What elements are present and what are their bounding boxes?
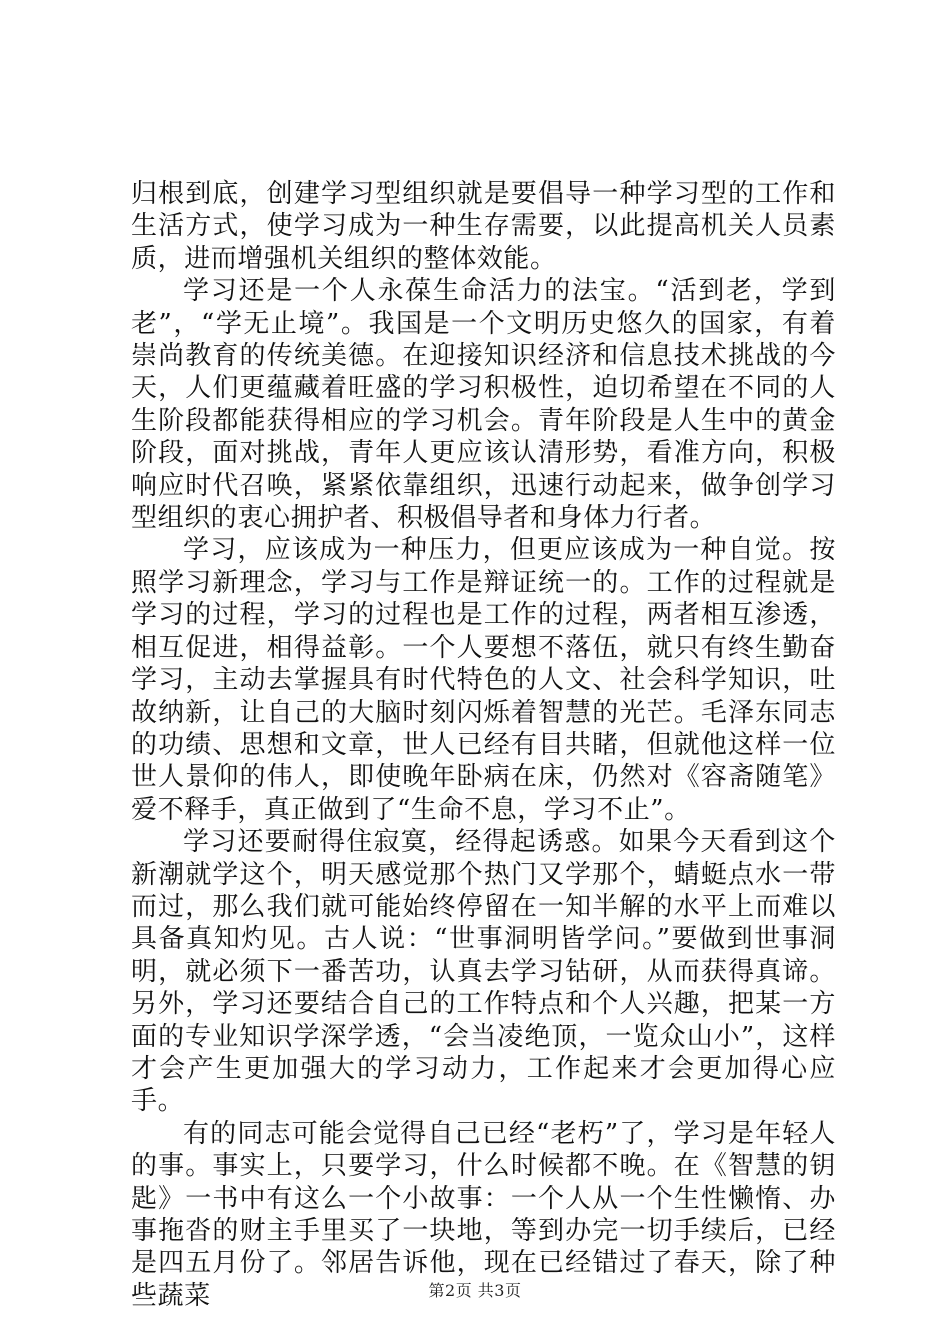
paragraph-2: 学习还是一个人永葆生命活力的法宝。“活到老，学到老”，“学无止境”。我国是一个文明历史悠久的国家，有着崇尚教育的传统美德。在迎接知识经济和信息技术挑战的今天，人们更蕴藏着旺盛的学习积极性，迫切希望在不同的人生阶段都能获得相应的学习机会。青年阶段是人生中的黄金阶段，面对挑战，青年人更应该认清形势，看准方向，积极响应时代召唤，紧紧依靠组织，迅速行动起来，做争创学习型组织的衷心拥护者、积极倡导者和身体力行者。: [131, 276, 836, 534]
page-number-footer: 第2页 共3页: [428, 1281, 522, 1300]
paragraph-5: 有的同志可能会觉得自己已经“老朽”了，学习是年轻人的事。事实上，只要学习，什么时候都不晚。在《智慧的钥匙》一书中有这么一个小故事：一个人从一个生性懒惰、办事拖沓的财主手里买了一块地，等到办完一切手续后，已经是四五月份了。邻居告诉他，现在已经错过了春天，除了种些蔬菜: [131, 1118, 836, 1311]
paragraph-3: 学习，应该成为一种压力，但更应该成为一种自觉。按照学习新理念，学习与工作是辩证统一的。工作的过程就是学习的过程，学习的过程也是工作的过程，两者相互渗透，相互促进，相得益彰。一个人要想不落伍，就只有终生勤奋学习，主动去掌握具有时代特色的人文、社会科学知识，吐故纳新，让自己的大脑时刻闪烁着智慧的光芒。毛泽东同志的功绩、思想和文章，世人已经有目共睹，但就他这样一位世人景仰的伟人，即使晚年卧病在床，仍然对《容斋随笔》爱不释手，真正做到了“生命不息，学习不止”。: [131, 535, 836, 825]
paragraph-4: 学习还要耐得住寂寞，经得起诱惑。如果今天看到这个新潮就学这个，明天感觉那个热门又学那个，蜻蜓点水一带而过，那么我们就可能始终停留在一知半解的水平上而难以具备真知灼见。古人说：“世事洞明皆学问。”要做到世事洞明，就必须下一番苦功，认真去学习钻研，从而获得真谛。另外，学习还要结合自己的工作特点和个人兴趣，把某一方面的专业知识学深学透，“会当凌绝顶，一览众山小”，这样才会产生更加强大的学习动力，工作起来才会更加得心应手。: [131, 827, 836, 1117]
document-body: [131, 178, 836, 1312]
paragraph-1: 归根到底，创建学习型组织就是要倡导一种学习型的工作和生活方式，使学习成为一种生存需要，以此提高机关人员素质，进而增强机关组织的整体效能。: [131, 179, 836, 274]
